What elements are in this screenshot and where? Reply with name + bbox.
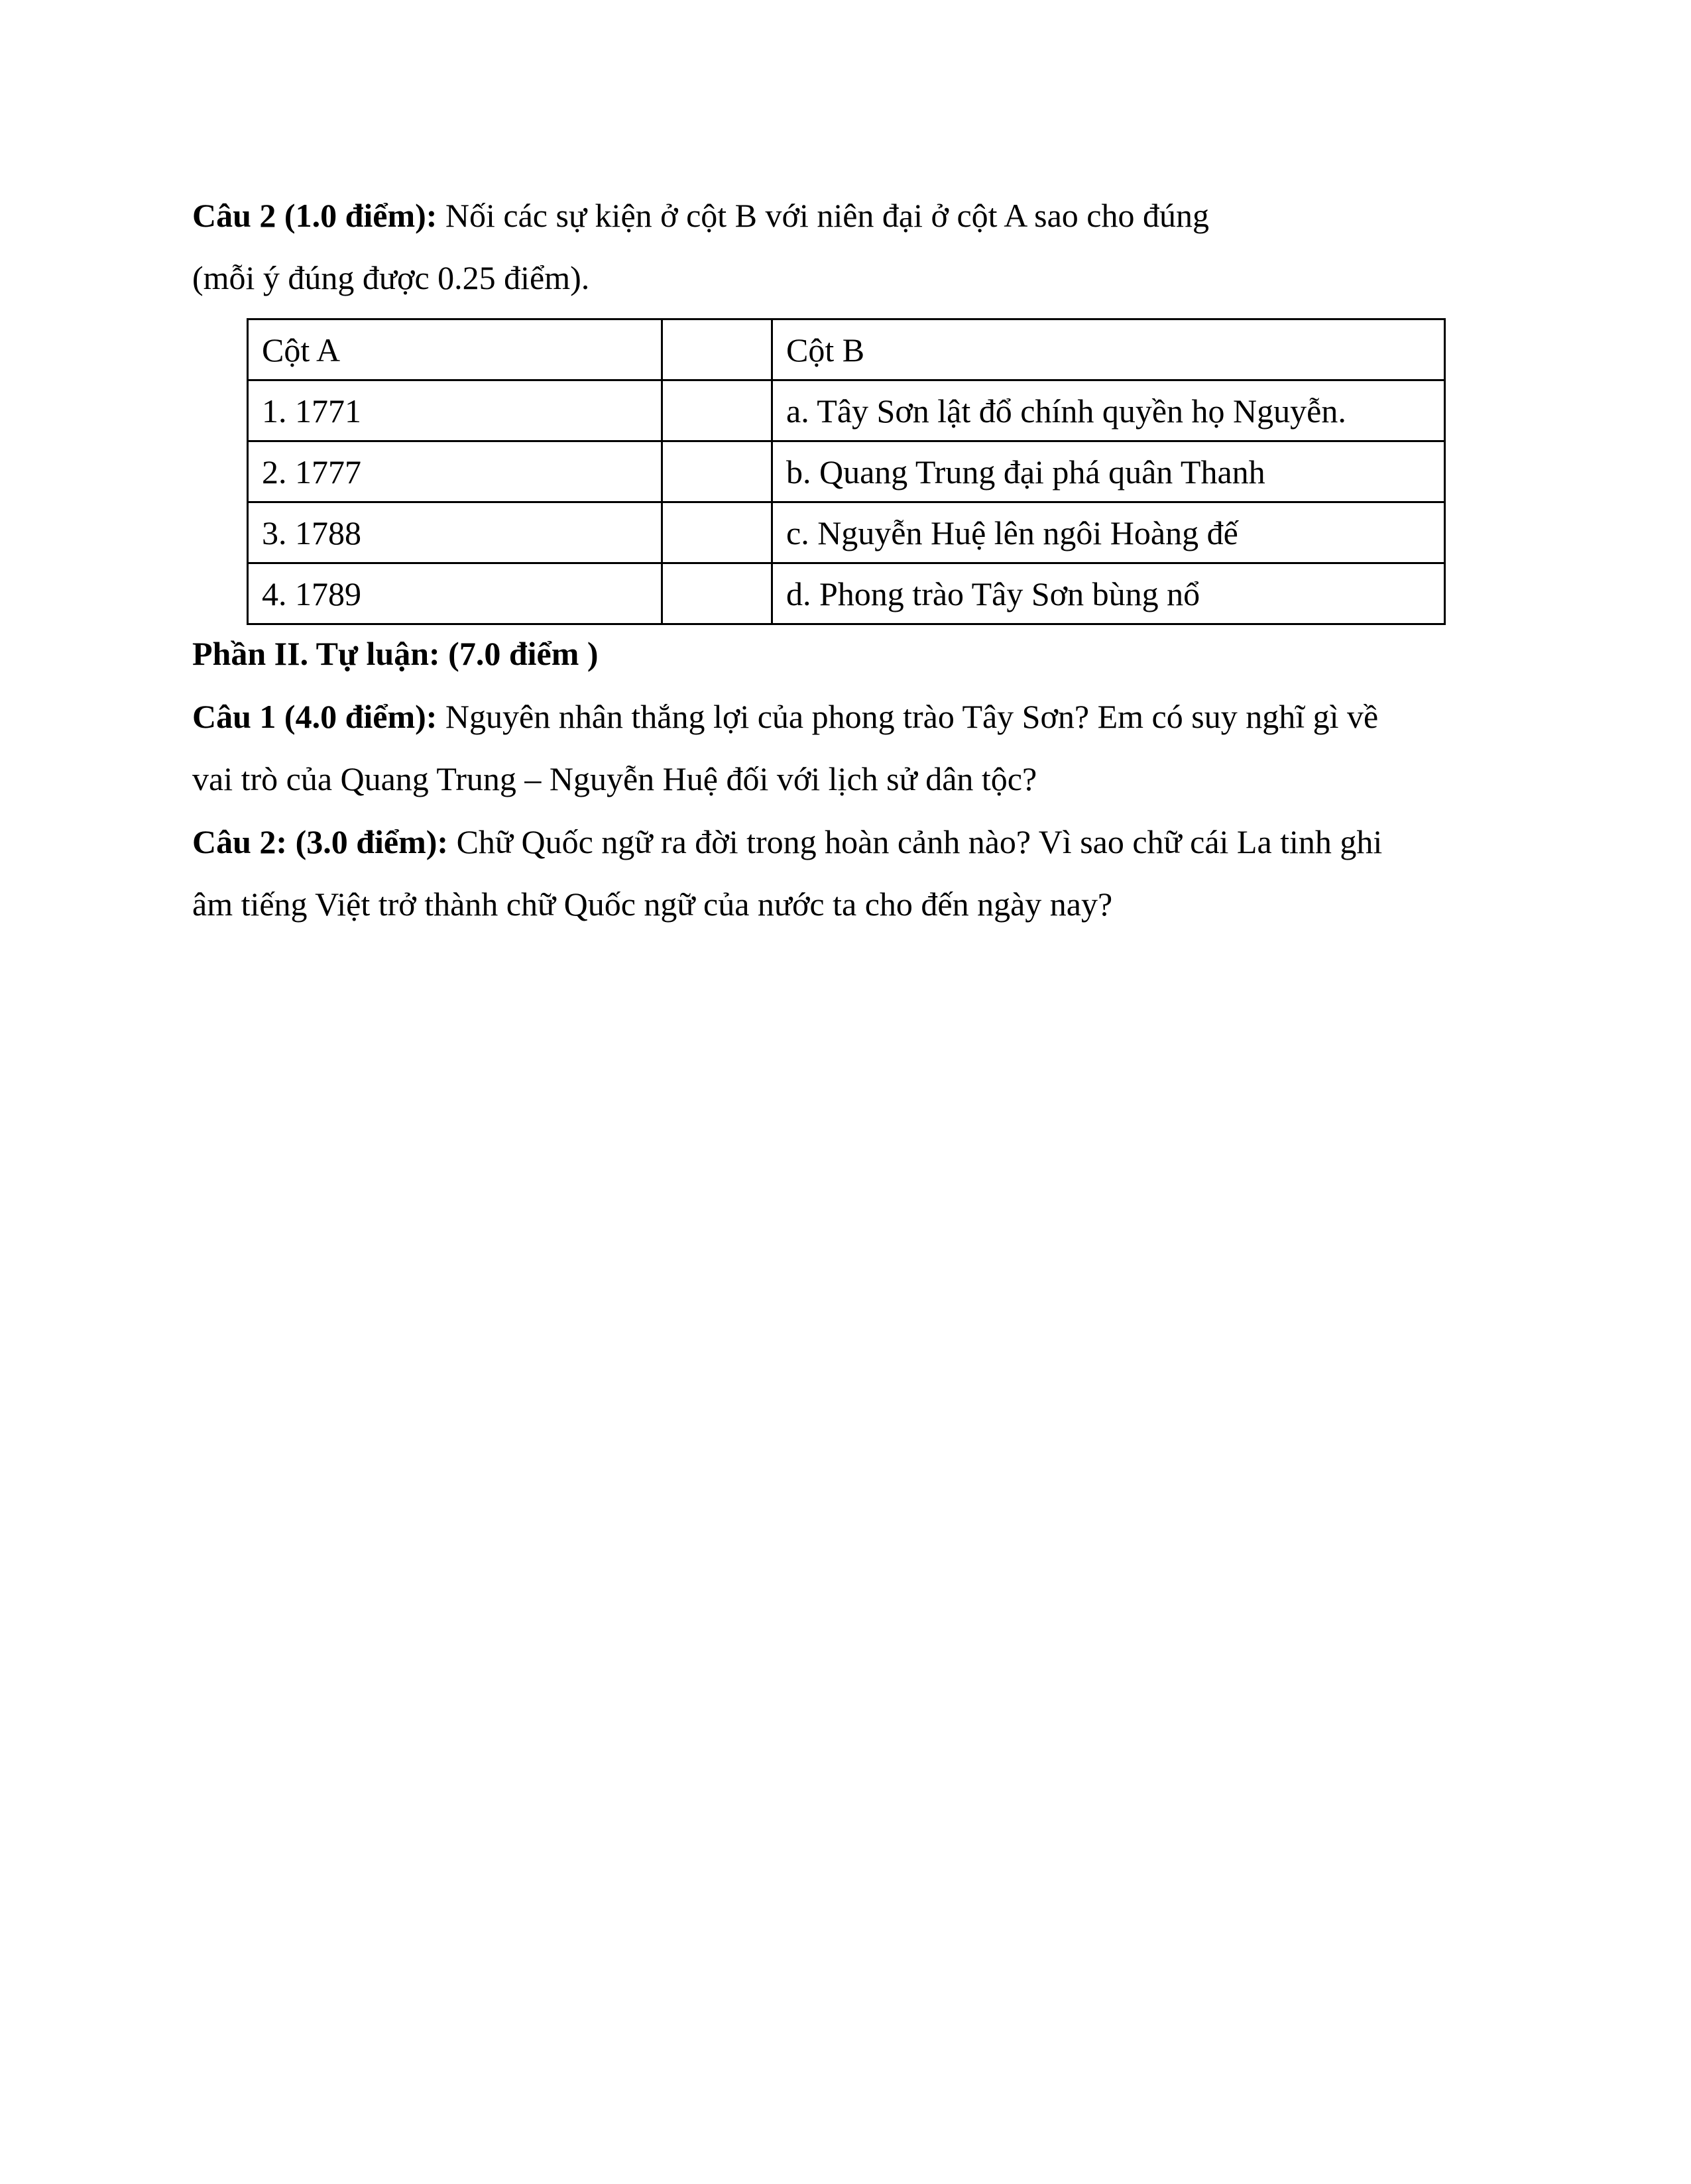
- question-2-text: Nối các sự kiện ở cột B với niên đại ở cột A sao cho đúng: [437, 197, 1209, 234]
- essay-2-line-1: [192, 822, 1382, 862]
- cell-event: a. Tây Sơn lật đổ chính quyền họ Nguyễn.: [772, 380, 1445, 441]
- cell-answer: [662, 563, 772, 624]
- header-column-blank: [662, 319, 772, 380]
- cell-year: 2. 1777: [248, 441, 662, 502]
- header-column-b: Cột B: [772, 319, 1445, 380]
- essay-2-text-1: Chữ Quốc ngữ ra đời trong hoàn cảnh nào? Vì sao chữ cái La tinh ghi: [448, 823, 1383, 860]
- essay-1-text-1: Nguyên nhân thắng lợi của phong trào Tây Sơn? Em có suy nghĩ gì về: [437, 698, 1379, 735]
- table-header-row: [248, 319, 1445, 380]
- essay-1-line-2: vai trò của Quang Trung – Nguyễn Huệ đối với lịch sử dân tộc?: [192, 760, 1037, 797]
- table-row: [248, 441, 1445, 502]
- question-2-label: Câu 2 (1.0 điểm):: [192, 197, 437, 234]
- part-2-heading-text: Phần II. Tự luận: (7.0 điểm ): [192, 635, 599, 672]
- question-2-line: [192, 196, 1209, 235]
- cell-year: 4. 1789: [248, 563, 662, 624]
- essay-1-label: Câu 1 (4.0 điểm):: [192, 698, 437, 735]
- cell-answer: [662, 502, 772, 563]
- table-row: [248, 380, 1445, 441]
- header-column-a: Cột A: [248, 319, 662, 380]
- part-2-heading: [192, 634, 599, 673]
- matching-table: [247, 318, 1446, 625]
- cell-answer: [662, 441, 772, 502]
- table-row: [248, 502, 1445, 563]
- cell-year: 1. 1771: [248, 380, 662, 441]
- cell-event: d. Phong trào Tây Sơn bùng nổ: [772, 563, 1445, 624]
- essay-1-line-1: [192, 697, 1378, 736]
- cell-answer: [662, 380, 772, 441]
- table-row: [248, 563, 1445, 624]
- cell-event: c. Nguyễn Huệ lên ngôi Hoàng đế: [772, 502, 1445, 563]
- question-2-note: (mỗi ý đúng được 0.25 điểm).: [192, 259, 590, 296]
- essay-2-line-2: âm tiếng Việt trở thành chữ Quốc ngữ của nước ta cho đến ngày nay?: [192, 886, 1113, 923]
- cell-event: b. Quang Trung đại phá quân Thanh: [772, 441, 1445, 502]
- essay-2-label: Câu 2: (3.0 điểm):: [192, 823, 449, 860]
- cell-year: 3. 1788: [248, 502, 662, 563]
